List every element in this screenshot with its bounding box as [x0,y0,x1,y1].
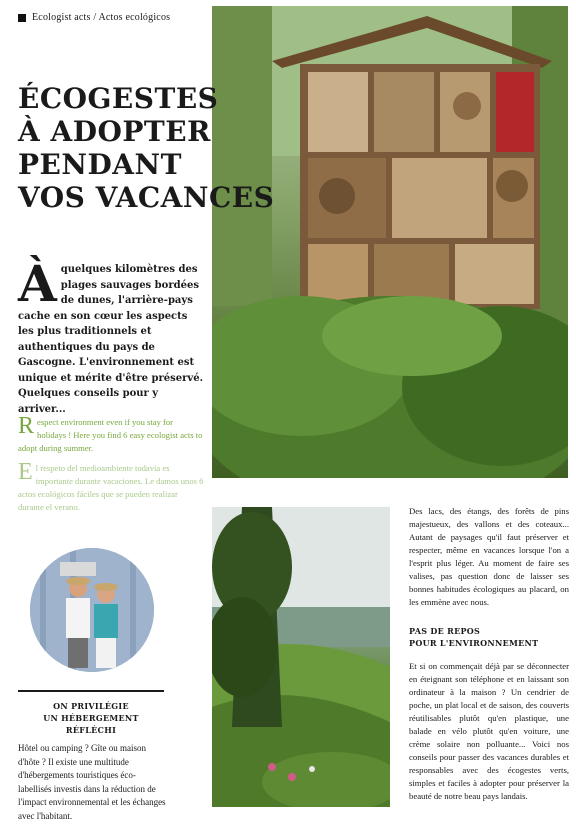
insect-hotel-illustration [212,6,568,478]
right-column-body: Et si on commençait déjà par se déconnecter en éteignant son téléphone et en laissant son ordinateur à la maison ? Un cendrier de poche, un plat local et de saison, des couverts réutilisables plutôt qu'en plastique, une balade en vélo plutôt qu'en voiture, une crème solaire non polluante... Voici nos conseils pour passer des vacances durables et responsables avec des écogestes verts, simples et faciles à adopter pour préserver la beauté de notre beau pays landais. [409,661,569,802]
lead-paragraph [18,254,204,417]
side-heading-line-1: ON PRIVILÉGIE [53,701,129,711]
right-heading-line-1: PAS DE REPOS [409,626,481,636]
section-label: Ecologist acts / Actos ecológicos [32,12,171,23]
lead-dropcap: À [18,254,57,313]
english-dropcap: R [18,413,35,439]
side-section-heading [18,690,164,736]
spanish-dropcap: E [18,459,33,485]
side-heading-line-2: UN HÉBERGEMENT RÉFLÉCHI [43,713,139,735]
page-title: ÉCOGESTES À ADOPTER PENDANT VOS VACANCES [18,82,275,215]
hosts-portrait-illustration [30,548,154,672]
right-column-intro: Des lacs, des étangs, des forêts de pins majestueux, des vallons et des coteaux... Autant de paysages qu'il faut préserver et respecter, même en vacances lorsque l'on a l'esprit plus léger. Au moment de faire ses valises, pas question donc de laisser ses bonnes habitudes écologiques au placard, on les emmène avec nous. [409,506,569,608]
insect-hotel-photo [212,6,568,478]
side-body-text: Hôtel ou camping ? Gîte ou maison d'hôte ? Il existe une multitude d'hébergements touristiques éco-labellisés investis dans la réduction de l'impact environnemental et les échanges avec l'habitant. [18,743,166,821]
right-column-heading [409,625,569,649]
section-tag [18,12,170,23]
landscape-illustration [212,507,390,807]
english-translation [18,413,204,455]
spanish-translation [18,459,204,514]
english-text: espect environment even if you stay for holidays ! Here you find 6 easy ecologist acts to adopt during summer. [18,417,203,453]
landscape-photo [212,507,390,807]
lead-text: quelques kilomètres des plages sauvages bordées de dunes, l'arrière-pays cache en son cœur les aspects les plus traditionnels et authentiques du pays de Gascogne. L'environnement est unique et mérite d'être préservé. Quelques conseils pour y arriver... [18,264,204,415]
right-heading-line-2: POUR L'ENVIRONNEMENT [409,638,539,648]
hosts-portrait-photo [30,548,154,672]
square-bullet-icon [18,14,26,22]
spanish-text: l respeto del medioambiente todavía es importante durante vacaciones. Le damos unos 6 actos ecológicos fáciles que se pueden realizar durante el verano. [18,463,204,512]
